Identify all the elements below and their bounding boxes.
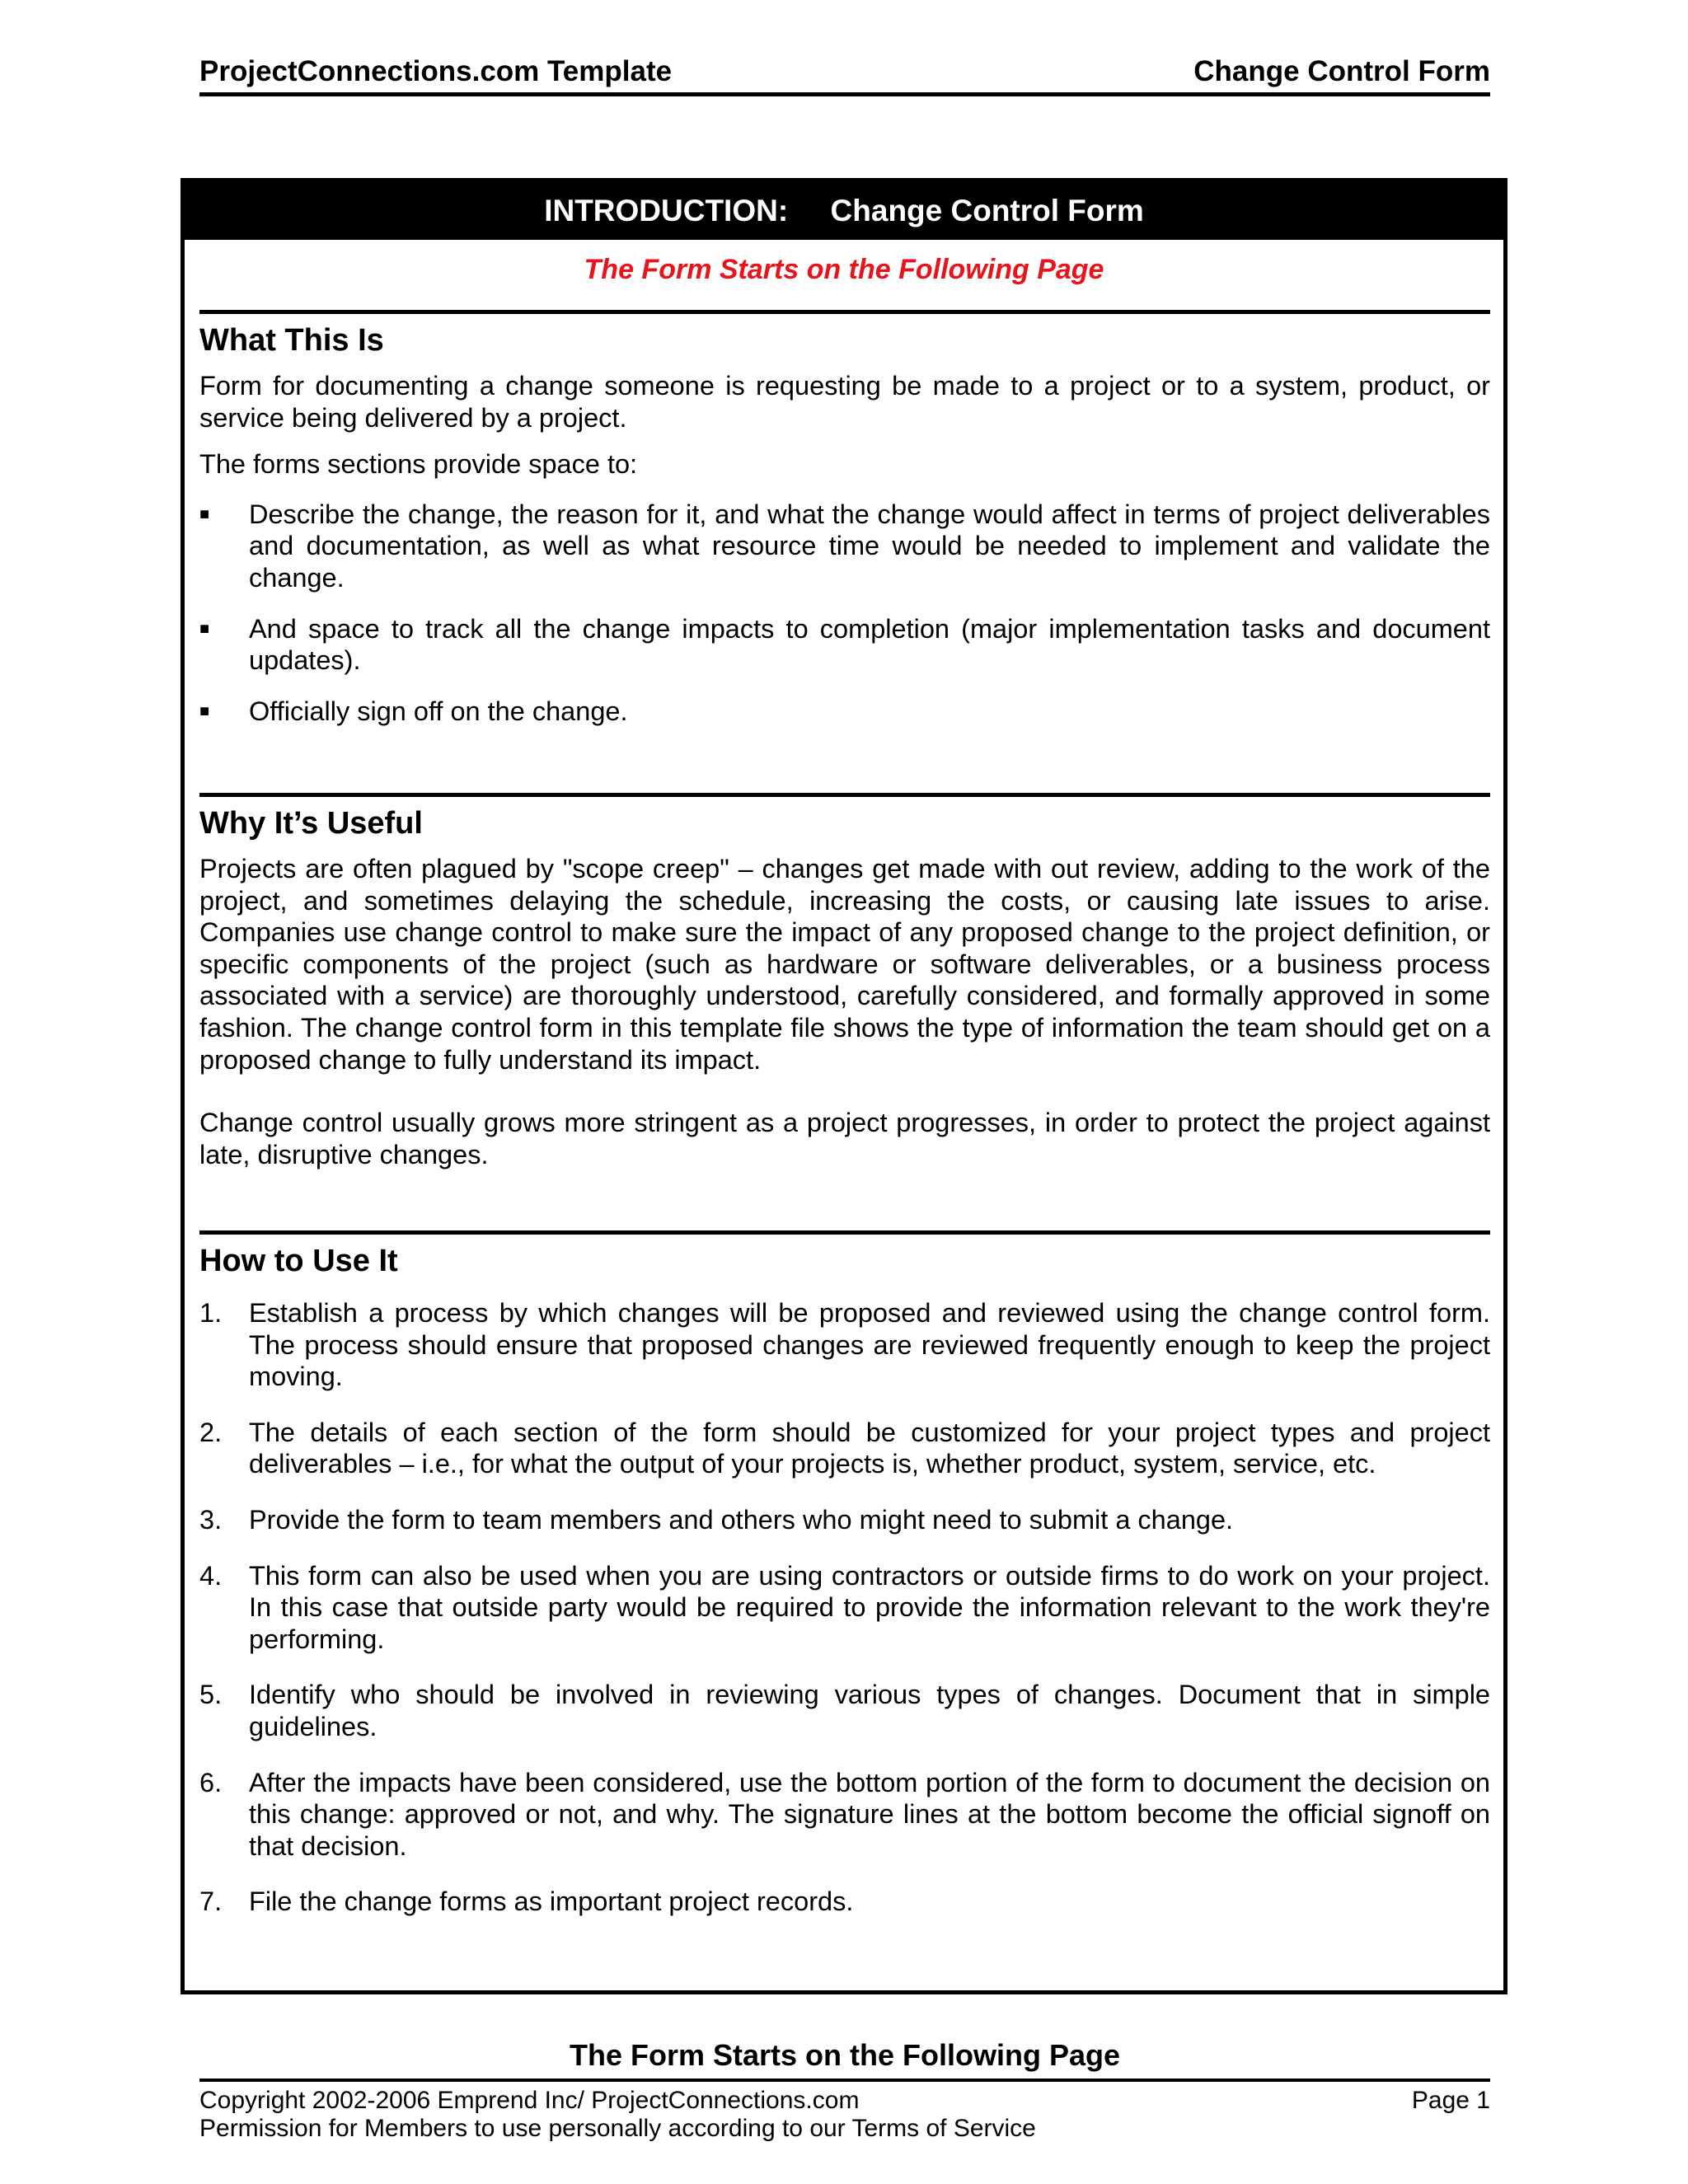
list-item-text: After the impacts have been considered, use the bottom portion of the form to document the decision on this change: approved or not, and why. The signature lines at the bottom become the official signoff on that decision. — [249, 1767, 1490, 1861]
square-bullet-icon: ■ — [199, 619, 210, 638]
header-document-title: Change Control Form — [1193, 55, 1490, 87]
list-item-text: And space to track all the change impacts to completion (major implementation tasks and document updates). — [249, 613, 1490, 676]
list-number: 5. — [199, 1680, 223, 1710]
copyright-text: Copyright 2002-2006 Emprend Inc/ ProjectConnections.com — [199, 2087, 860, 2114]
square-bullet-icon: ■ — [199, 701, 210, 720]
paragraph: Projects are often plagued by "scope creep" – changes get made with out review, adding to the work of the project, and sometimes delaying the schedule, increasing the costs, or causing late issues to arise. Companies use change control to make sure the impact of any proposed change to the project definition, or specific components of the project (such as hardware or software deliverables, or a business process associated with a service) are thoroughly understood, carefully considered, and formally approved in some fashion. The change control form in this template file shows the type of information the team should get on a proposed change to fully understand its impact. — [199, 854, 1490, 1075]
list-item-text: The details of each section of the form should be customized for your project types and project deliverables – i.e., for what the output of your projects is, whether product, system, service, etc. — [249, 1417, 1490, 1479]
section-how-to-use — [199, 1230, 1490, 1918]
page-header — [199, 54, 1490, 96]
section-heading: How to Use It — [199, 1244, 398, 1278]
list-number: 1. — [199, 1298, 223, 1328]
list-item — [199, 613, 1490, 677]
list-item-text: Officially sign off on the change. — [249, 696, 628, 726]
bullet-list — [199, 499, 1490, 728]
header-template-title: ProjectConnections.com Template — [199, 55, 673, 87]
paragraph: Change control usually grows more stringent as a project progresses, in order to protect the project against late, disruptive changes. — [199, 1108, 1490, 1169]
form-starts-notice: The Form Starts on the Following Page — [584, 254, 1104, 285]
list-number: 6. — [199, 1767, 223, 1797]
list-item-text: Establish a process by which changes will be proposed and reviewed using the change control form. The process should ensure that proposed changes are reviewed frequently enough to keep the project moving. — [249, 1298, 1490, 1392]
list-item — [199, 696, 1490, 728]
list-item — [199, 1560, 1490, 1656]
section-why-useful — [199, 793, 1490, 1170]
list-item — [199, 1297, 1490, 1393]
list-item-text: Describe the change, the reason for it, and what the change would affect in terms of project deliverables and documentation, as well as what resource time would be needed to implement and validate the change. — [249, 499, 1490, 593]
list-item — [199, 1504, 1490, 1536]
introduction-box — [181, 178, 1507, 1994]
numbered-list — [199, 1297, 1490, 1918]
list-number: 7. — [199, 1886, 223, 1917]
list-number: 2. — [199, 1417, 223, 1447]
list-item — [199, 1886, 1490, 1918]
paragraph: The forms sections provide space to: — [199, 449, 638, 480]
paragraph: Form for documenting a change someone is requesting be made to a project or to a system, product, or service being delivered by a project. — [199, 371, 1490, 433]
section-what-this-is — [199, 310, 1490, 727]
list-item — [199, 1767, 1490, 1863]
list-item-text: Provide the form to team members and others who might need to submit a change. — [249, 1504, 1234, 1535]
page-footer — [199, 2087, 1490, 2143]
list-item-text: This form can also be used when you are using contractors or outside firms to do work on your project. In this case that outside party would be required to provide the information relevant to the work they're performing. — [249, 1560, 1490, 1654]
square-bullet-icon: ■ — [199, 504, 210, 523]
page-number: Page 1 — [1411, 2087, 1490, 2114]
list-number: 3. — [199, 1504, 223, 1535]
section-heading: What This Is — [199, 323, 384, 358]
section-heading: Why It’s Useful — [199, 806, 423, 841]
list-item-text: Identify who should be involved in reviewing various types of changes. Document that in simple guidelines. — [249, 1680, 1490, 1741]
permission-text: Permission for Members to use personally according to our Terms of Service — [199, 2115, 1036, 2142]
footer-form-notice: The Form Starts on the Following Page — [569, 2038, 1121, 2072]
list-item — [199, 1417, 1490, 1480]
list-item-text: File the change forms as important project records. — [249, 1886, 854, 1917]
list-number: 4. — [199, 1560, 223, 1591]
list-item — [199, 1679, 1490, 1742]
introduction-title-bar: INTRODUCTION: Change Control Form — [185, 182, 1503, 240]
footer-divider — [199, 2079, 1490, 2082]
list-item — [199, 499, 1490, 594]
